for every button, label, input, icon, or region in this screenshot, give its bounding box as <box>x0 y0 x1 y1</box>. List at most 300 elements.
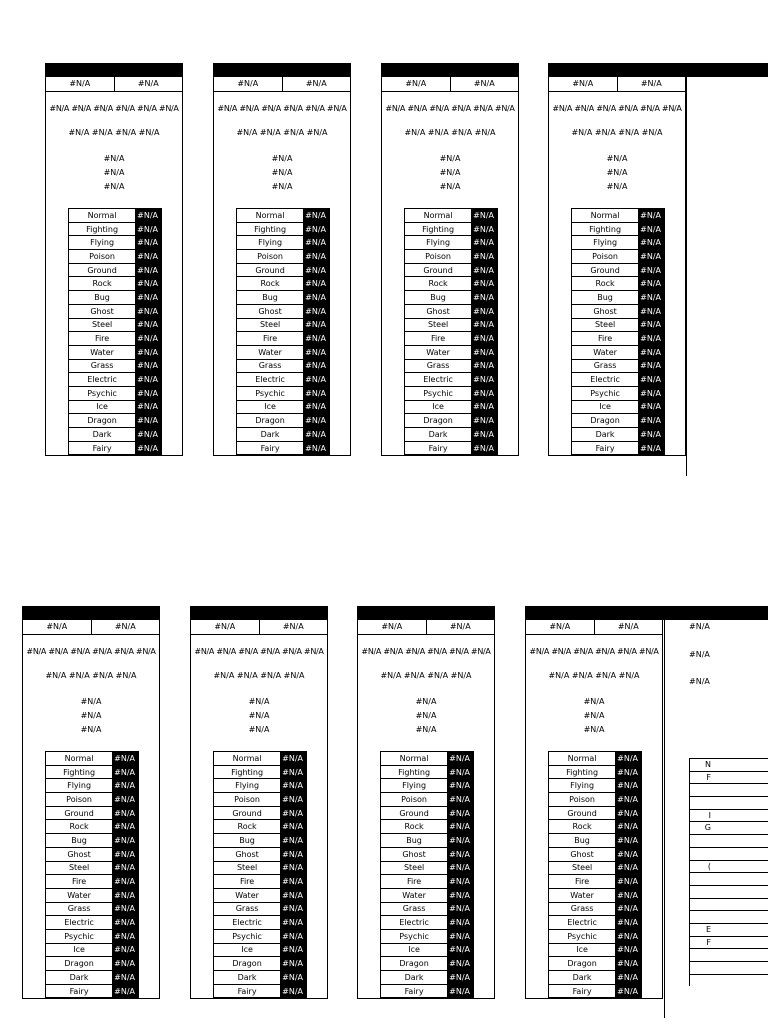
type-effectiveness-table <box>380 751 474 998</box>
type-value: #N/A <box>472 263 498 277</box>
info-line: #N/A <box>80 725 102 734</box>
type-row <box>214 957 307 971</box>
type-value: #N/A <box>136 441 162 455</box>
info-lines <box>382 152 518 194</box>
type-name: Fairy <box>405 441 472 455</box>
type-row <box>549 861 642 875</box>
type-value: #N/A <box>304 318 330 332</box>
type-row <box>214 765 307 779</box>
type-value: #N/A <box>472 359 498 373</box>
type-value: #N/A <box>472 345 498 359</box>
type-value: #N/A <box>639 236 665 250</box>
type-row <box>549 875 642 889</box>
type-value: #N/A <box>281 875 307 889</box>
type-value: #N/A <box>616 957 642 971</box>
type-row <box>405 400 498 414</box>
type-name: Rock <box>381 820 448 834</box>
type-value: #N/A <box>448 847 474 861</box>
type-name: Psychic <box>405 386 472 400</box>
info-line: #N/A <box>248 697 270 706</box>
info-line: #N/A <box>439 182 461 191</box>
partial-type-cell <box>690 885 768 898</box>
type-value: #N/A <box>281 752 307 766</box>
type-value: #N/A <box>616 875 642 889</box>
card-header-bar <box>382 63 518 77</box>
type-name: Normal <box>69 209 136 223</box>
type-value: #N/A <box>639 359 665 373</box>
type-row <box>237 277 330 291</box>
type-row <box>381 902 474 916</box>
type-value: #N/A <box>304 400 330 414</box>
type-row <box>405 277 498 291</box>
type-name: Bug <box>69 291 136 305</box>
type-value: #N/A <box>448 765 474 779</box>
name-row <box>191 620 327 635</box>
partial-type-cell <box>690 910 768 923</box>
type-name: Fighting <box>572 222 639 236</box>
type-row <box>572 277 665 291</box>
type-value: #N/A <box>472 236 498 250</box>
type-row <box>381 765 474 779</box>
type-row <box>549 834 642 848</box>
type-row <box>214 888 307 902</box>
type-row <box>405 291 498 305</box>
type-name: Dark <box>69 428 136 442</box>
type-name: Water <box>405 345 472 359</box>
type-value: #N/A <box>448 916 474 930</box>
type-value: #N/A <box>304 332 330 346</box>
type-value: #N/A <box>448 943 474 957</box>
type-name: Ice <box>214 943 281 957</box>
type-name: Ice <box>549 943 616 957</box>
type-name: Poison <box>69 250 136 264</box>
type-value: #N/A <box>472 250 498 264</box>
type-effectiveness-table <box>571 208 665 455</box>
type-row <box>237 345 330 359</box>
type-value: #N/A <box>616 984 642 998</box>
type-name: Bug <box>381 834 448 848</box>
type-name: Water <box>46 888 113 902</box>
info-line: #N/A <box>606 182 628 191</box>
info-line: #N/A <box>415 697 437 706</box>
type-value: #N/A <box>281 765 307 779</box>
type-value: #N/A <box>136 400 162 414</box>
type-name: Grass <box>46 902 113 916</box>
type-value: #N/A <box>281 916 307 930</box>
partial-type-cell <box>690 974 768 987</box>
type-value: #N/A <box>281 957 307 971</box>
name-cell-right: #N/A <box>282 622 304 631</box>
type-value: #N/A <box>304 250 330 264</box>
type-name: Dark <box>381 971 448 985</box>
type-row <box>46 847 139 861</box>
card-header-bar <box>526 606 662 620</box>
type-name: Poison <box>572 250 639 264</box>
type-name: Electric <box>46 916 113 930</box>
type-name: Psychic <box>572 386 639 400</box>
type-row <box>237 291 330 305</box>
type-name: Steel <box>237 318 304 332</box>
type-name: Rock <box>572 277 639 291</box>
type-name: Electric <box>549 916 616 930</box>
type-name: Fighting <box>237 222 304 236</box>
type-value: #N/A <box>472 209 498 223</box>
info-line: #N/A <box>439 154 461 163</box>
type-name: Steel <box>381 861 448 875</box>
stat-card <box>357 606 495 999</box>
type-value: #N/A <box>136 263 162 277</box>
name-cell-right: #N/A <box>449 622 471 631</box>
type-row <box>46 806 139 820</box>
type-name: Electric <box>572 373 639 387</box>
info-lines <box>549 152 685 194</box>
type-name: Poison <box>549 793 616 807</box>
type-name: Fire <box>214 875 281 889</box>
type-row <box>237 222 330 236</box>
type-value: #N/A <box>448 793 474 807</box>
name-cell-right: #N/A <box>114 622 136 631</box>
type-name: Normal <box>46 752 113 766</box>
type-row <box>237 359 330 373</box>
name-row <box>214 77 350 92</box>
type-row <box>69 428 162 442</box>
type-row <box>69 373 162 387</box>
type-value: #N/A <box>616 916 642 930</box>
type-name: Steel <box>46 861 113 875</box>
type-name: Water <box>69 345 136 359</box>
type-row <box>69 263 162 277</box>
info-line: #N/A <box>439 168 461 177</box>
type-value: #N/A <box>113 943 139 957</box>
type-name: Ghost <box>46 847 113 861</box>
type-value: #N/A <box>304 209 330 223</box>
type-value: #N/A <box>472 373 498 387</box>
type-row <box>381 834 474 848</box>
type-name: Fairy <box>572 441 639 455</box>
type-name: Ground <box>381 806 448 820</box>
type-row <box>549 888 642 902</box>
stat-card <box>213 63 351 456</box>
type-value: #N/A <box>616 902 642 916</box>
type-value: #N/A <box>281 834 307 848</box>
base-stats-row: #N/A #N/A #N/A #N/A #N/A #N/A <box>217 104 347 113</box>
type-value: #N/A <box>616 847 642 861</box>
type-value: #N/A <box>616 765 642 779</box>
type-row <box>214 971 307 985</box>
base-stats-row: #N/A #N/A #N/A #N/A #N/A #N/A <box>552 104 682 113</box>
type-effectiveness-table <box>404 208 498 455</box>
type-value: #N/A <box>281 971 307 985</box>
type-row <box>237 236 330 250</box>
type-name: Water <box>237 345 304 359</box>
card-header-bar <box>549 63 685 77</box>
type-row <box>381 861 474 875</box>
type-row <box>381 984 474 998</box>
type-name: Dark <box>572 428 639 442</box>
partial-type-cell <box>690 834 768 847</box>
type-value: #N/A <box>616 834 642 848</box>
type-value: #N/A <box>639 386 665 400</box>
type-row <box>381 957 474 971</box>
info-line: #N/A <box>271 182 293 191</box>
type-row <box>214 847 307 861</box>
type-name: Rock <box>405 277 472 291</box>
base-stats-row: #N/A #N/A #N/A #N/A #N/A #N/A <box>529 647 659 656</box>
type-value: #N/A <box>448 875 474 889</box>
type-value: #N/A <box>304 373 330 387</box>
type-name: Water <box>381 888 448 902</box>
type-row <box>46 902 139 916</box>
type-name: Fighting <box>381 765 448 779</box>
type-name: Steel <box>572 318 639 332</box>
type-name: Fighting <box>69 222 136 236</box>
type-name: Ice <box>572 400 639 414</box>
type-value: #N/A <box>304 386 330 400</box>
type-row <box>46 793 139 807</box>
type-name: Ground <box>405 263 472 277</box>
type-row <box>549 957 642 971</box>
type-row <box>572 332 665 346</box>
type-value: #N/A <box>113 971 139 985</box>
info-lines <box>46 152 182 194</box>
type-value: #N/A <box>472 428 498 442</box>
type-row <box>572 400 665 414</box>
type-value: #N/A <box>113 779 139 793</box>
base-stats-row: #N/A #N/A #N/A #N/A #N/A #N/A <box>26 647 156 656</box>
type-name: Electric <box>237 373 304 387</box>
type-name: Normal <box>549 752 616 766</box>
type-value: #N/A <box>136 236 162 250</box>
type-row <box>405 236 498 250</box>
type-row <box>572 441 665 455</box>
type-value: #N/A <box>304 291 330 305</box>
type-value: #N/A <box>448 820 474 834</box>
type-value: #N/A <box>136 345 162 359</box>
partial-card-border-bottom <box>664 606 665 1018</box>
type-name: Electric <box>405 373 472 387</box>
type-name: Normal <box>572 209 639 223</box>
type-value: #N/A <box>639 263 665 277</box>
info-lines <box>191 695 327 737</box>
type-value: #N/A <box>448 957 474 971</box>
type-value: #N/A <box>136 304 162 318</box>
type-name: Rock <box>214 820 281 834</box>
type-name: Water <box>549 888 616 902</box>
type-value: #N/A <box>136 291 162 305</box>
info-line: #N/A <box>103 168 125 177</box>
type-row <box>69 304 162 318</box>
type-row <box>549 806 642 820</box>
type-row <box>572 209 665 223</box>
name-cell-right: #N/A <box>305 79 327 88</box>
type-value: #N/A <box>281 984 307 998</box>
type-value: #N/A <box>639 318 665 332</box>
type-effectiveness-table <box>68 208 162 455</box>
type-row <box>405 414 498 428</box>
type-name: Ground <box>214 806 281 820</box>
type-value: #N/A <box>616 820 642 834</box>
type-value: #N/A <box>304 263 330 277</box>
type-row <box>572 345 665 359</box>
type-value: #N/A <box>304 277 330 291</box>
type-name: Normal <box>237 209 304 223</box>
type-name: Dark <box>237 428 304 442</box>
type-name: Ghost <box>69 304 136 318</box>
type-value: #N/A <box>304 359 330 373</box>
type-value: #N/A <box>136 428 162 442</box>
type-value: #N/A <box>136 386 162 400</box>
type-row <box>405 250 498 264</box>
type-row <box>572 291 665 305</box>
type-row <box>237 400 330 414</box>
type-name: Grass <box>381 902 448 916</box>
type-row <box>214 820 307 834</box>
card-header-bar <box>23 606 159 620</box>
type-row <box>214 902 307 916</box>
info-line: #N/A <box>103 182 125 191</box>
partial-card-stat-2: #N/A <box>689 677 710 686</box>
ev-stats-row: #N/A #N/A #N/A #N/A <box>236 128 328 137</box>
type-name: Ground <box>237 263 304 277</box>
type-name: Fighting <box>214 765 281 779</box>
stat-card <box>190 606 328 999</box>
type-value: #N/A <box>281 820 307 834</box>
type-name: Electric <box>381 916 448 930</box>
type-name: Poison <box>237 250 304 264</box>
type-name: Flying <box>214 779 281 793</box>
type-name: Ghost <box>549 847 616 861</box>
type-row <box>214 984 307 998</box>
type-row <box>405 222 498 236</box>
type-name: Dark <box>549 971 616 985</box>
type-value: #N/A <box>472 222 498 236</box>
ev-stats-row: #N/A #N/A #N/A #N/A <box>213 671 305 680</box>
type-value: #N/A <box>136 318 162 332</box>
ev-stats-row: #N/A #N/A #N/A #N/A <box>404 128 496 137</box>
type-name: Psychic <box>46 929 113 943</box>
type-name: Grass <box>214 902 281 916</box>
type-row <box>405 373 498 387</box>
partial-type-cell: F <box>690 771 768 784</box>
partial-card-header-bottom <box>663 606 768 620</box>
name-cell-left: #N/A <box>549 77 618 91</box>
partial-type-cell <box>690 847 768 860</box>
type-name: Ice <box>381 943 448 957</box>
type-row <box>572 304 665 318</box>
card-header-bar <box>358 606 494 620</box>
type-value: #N/A <box>281 943 307 957</box>
type-value: #N/A <box>472 441 498 455</box>
type-row <box>46 765 139 779</box>
type-effectiveness-table <box>213 751 307 998</box>
type-name: Rock <box>237 277 304 291</box>
type-name: Fire <box>549 875 616 889</box>
type-name: Fairy <box>237 441 304 455</box>
type-name: Psychic <box>549 929 616 943</box>
type-row <box>46 929 139 943</box>
type-row <box>405 428 498 442</box>
name-row <box>526 620 662 635</box>
type-name: Fire <box>381 875 448 889</box>
type-row <box>381 943 474 957</box>
stat-card <box>381 63 519 456</box>
type-name: Dark <box>214 971 281 985</box>
type-value: #N/A <box>113 888 139 902</box>
type-value: #N/A <box>472 291 498 305</box>
partial-type-cell: F <box>690 936 768 949</box>
type-value: #N/A <box>472 386 498 400</box>
info-line: #N/A <box>606 168 628 177</box>
type-name: Poison <box>214 793 281 807</box>
type-row <box>46 888 139 902</box>
type-row <box>405 386 498 400</box>
type-name: Water <box>572 345 639 359</box>
type-row <box>46 875 139 889</box>
type-name: Ghost <box>572 304 639 318</box>
type-name: Bug <box>46 834 113 848</box>
type-name: Poison <box>405 250 472 264</box>
type-row <box>46 820 139 834</box>
type-name: Flying <box>237 236 304 250</box>
type-value: #N/A <box>639 332 665 346</box>
type-row <box>405 345 498 359</box>
type-value: #N/A <box>136 359 162 373</box>
type-row <box>46 957 139 971</box>
type-row <box>69 386 162 400</box>
type-row <box>381 793 474 807</box>
type-row <box>69 291 162 305</box>
type-row <box>381 820 474 834</box>
type-row <box>381 929 474 943</box>
type-row <box>381 752 474 766</box>
type-name: Grass <box>549 902 616 916</box>
type-name: Fire <box>405 332 472 346</box>
partial-type-cell <box>690 898 768 911</box>
type-name: Ice <box>237 400 304 414</box>
type-row <box>237 414 330 428</box>
name-cell-left: #N/A <box>23 620 92 634</box>
type-value: #N/A <box>113 793 139 807</box>
type-name: Bug <box>572 291 639 305</box>
type-value: #N/A <box>136 209 162 223</box>
type-name: Ground <box>69 263 136 277</box>
stat-card <box>45 63 183 456</box>
type-value: #N/A <box>616 779 642 793</box>
ev-stats-row: #N/A #N/A #N/A #N/A <box>548 671 640 680</box>
type-name: Steel <box>214 861 281 875</box>
name-cell-left: #N/A <box>358 620 427 634</box>
name-cell-left: #N/A <box>46 77 115 91</box>
type-value: #N/A <box>304 345 330 359</box>
base-stats-row: #N/A #N/A #N/A #N/A #N/A #N/A <box>361 647 491 656</box>
partial-type-cell <box>690 948 768 961</box>
type-name: Psychic <box>237 386 304 400</box>
type-value: #N/A <box>639 250 665 264</box>
type-name: Psychic <box>381 929 448 943</box>
type-row <box>549 943 642 957</box>
ev-stats-row: #N/A #N/A #N/A #N/A <box>68 128 160 137</box>
type-name: Electric <box>214 916 281 930</box>
type-value: #N/A <box>281 929 307 943</box>
type-row <box>46 834 139 848</box>
info-lines <box>526 695 662 737</box>
type-name: Ghost <box>237 304 304 318</box>
partial-card-name: #N/A <box>689 622 710 631</box>
type-value: #N/A <box>448 984 474 998</box>
type-row <box>381 847 474 861</box>
type-name: Flying <box>381 779 448 793</box>
type-row <box>46 943 139 957</box>
